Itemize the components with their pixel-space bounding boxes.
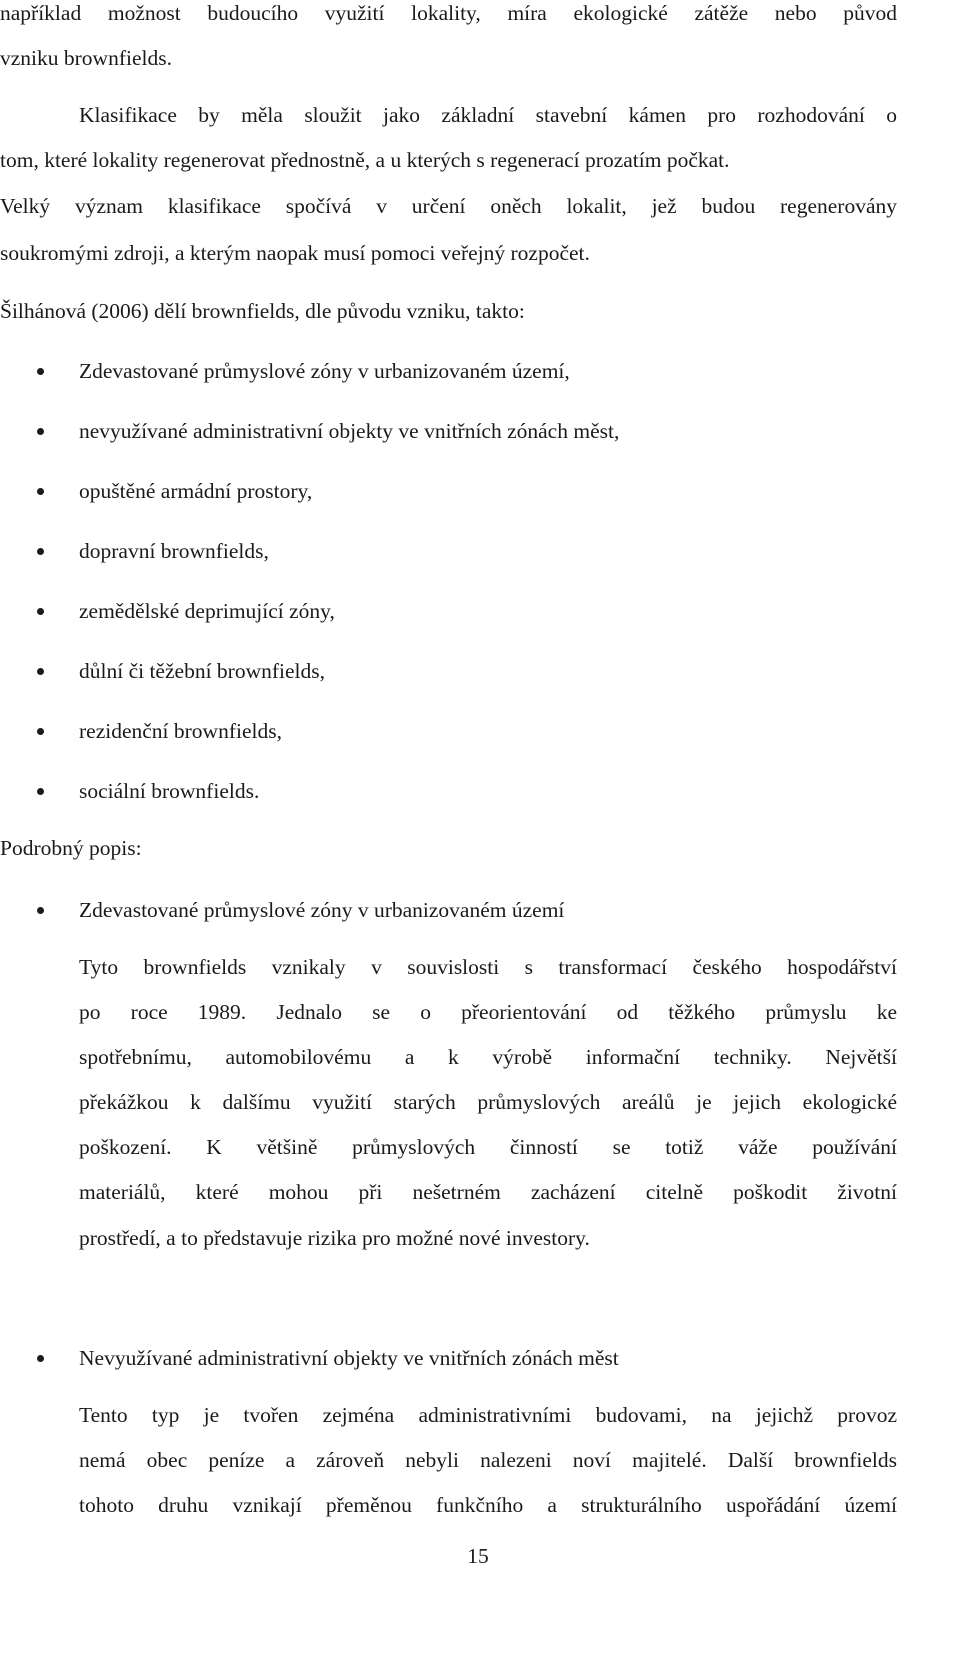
bullet-icon (37, 368, 44, 375)
list-item: sociální brownfields. (79, 779, 260, 803)
section-2-line-1: Tento typ je tvořen zejména administrativními budovami, na jejichž provoz (79, 1403, 897, 1427)
bullet-icon (37, 428, 44, 435)
section-1-title: Zdevastované průmyslové zóny v urbanizovaném území (79, 898, 565, 922)
section-1-line-4: překážkou k dalšímu využití starých průmyslových areálů je jejich ekologické (79, 1090, 897, 1114)
bullet-icon (37, 1355, 44, 1362)
bullet-icon (37, 488, 44, 495)
classification-line-4: soukromými zdroji, a kterým naopak musí pomoci veřejný rozpočet. (0, 241, 590, 265)
list-item: dopravní brownfields, (79, 539, 269, 563)
list-item: důlní či těžební brownfields, (79, 659, 325, 683)
section-2-line-2: nemá obec peníze a zároveň nebyli nalezeni noví majitelé. Další brownfields (79, 1448, 897, 1472)
classification-line-3: Velký význam klasifikace spočívá v určení oněch lokalit, jež budou regenerovány (0, 194, 897, 218)
intro-line-2: vzniku brownfields. (0, 46, 172, 70)
list-item: zemědělské deprimující zóny, (79, 599, 335, 623)
bullet-icon (37, 907, 44, 914)
classification-line-2: tom, které lokality regenerovat přednostně, a u kterých s regenerací prozatím počkat. (0, 148, 730, 172)
section-1-line-7: prostředí, a to představuje rizika pro možné nové investory. (79, 1226, 590, 1250)
list-item: nevyužívané administrativní objekty ve vnitřních zónách měst, (79, 419, 620, 443)
page-number: 15 (467, 1544, 489, 1568)
bullet-icon (37, 608, 44, 615)
section-2-title: Nevyužívané administrativní objekty ve vnitřních zónách měst (79, 1346, 619, 1370)
section-2-line-3: tohoto druhu vznikají přeměnou funkčního a strukturálního uspořádání území (79, 1493, 897, 1517)
bullet-icon (37, 668, 44, 675)
bullet-icon (37, 728, 44, 735)
list-item: Zdevastované průmyslové zóny v urbanizovaném území, (79, 359, 570, 383)
section-1-line-3: spotřebnímu, automobilovému a k výrobě informační techniky. Největší (79, 1045, 897, 1069)
intro-line-1: například možnost budoucího využití lokality, míra ekologické zátěže nebo původ (0, 1, 897, 25)
section-1-line-6: materiálů, které mohou při nešetrném zacházení citelně poškodit životní (79, 1180, 897, 1204)
section-1-line-5: poškození. K většině průmyslových činností se totiž váže používání (79, 1135, 897, 1159)
classification-line-1: Klasifikace by měla sloužit jako základní stavební kámen pro rozhodování o (79, 103, 897, 127)
list-item: rezidenční brownfields, (79, 719, 282, 743)
section-1-line-1: Tyto brownfields vznikaly v souvislosti s transformací českého hospodářství (79, 955, 897, 979)
list-item: opuštěné armádní prostory, (79, 479, 313, 503)
bullet-icon (37, 548, 44, 555)
silhanova-sentence: Šilhánová (2006) dělí brownfields, dle původu vzniku, takto: (0, 299, 525, 323)
section-1-line-2: po roce 1989. Jednalo se o přeorientování od těžkého průmyslu ke (79, 1000, 897, 1024)
detail-heading: Podrobný popis: (0, 836, 142, 860)
bullet-icon (37, 788, 44, 795)
